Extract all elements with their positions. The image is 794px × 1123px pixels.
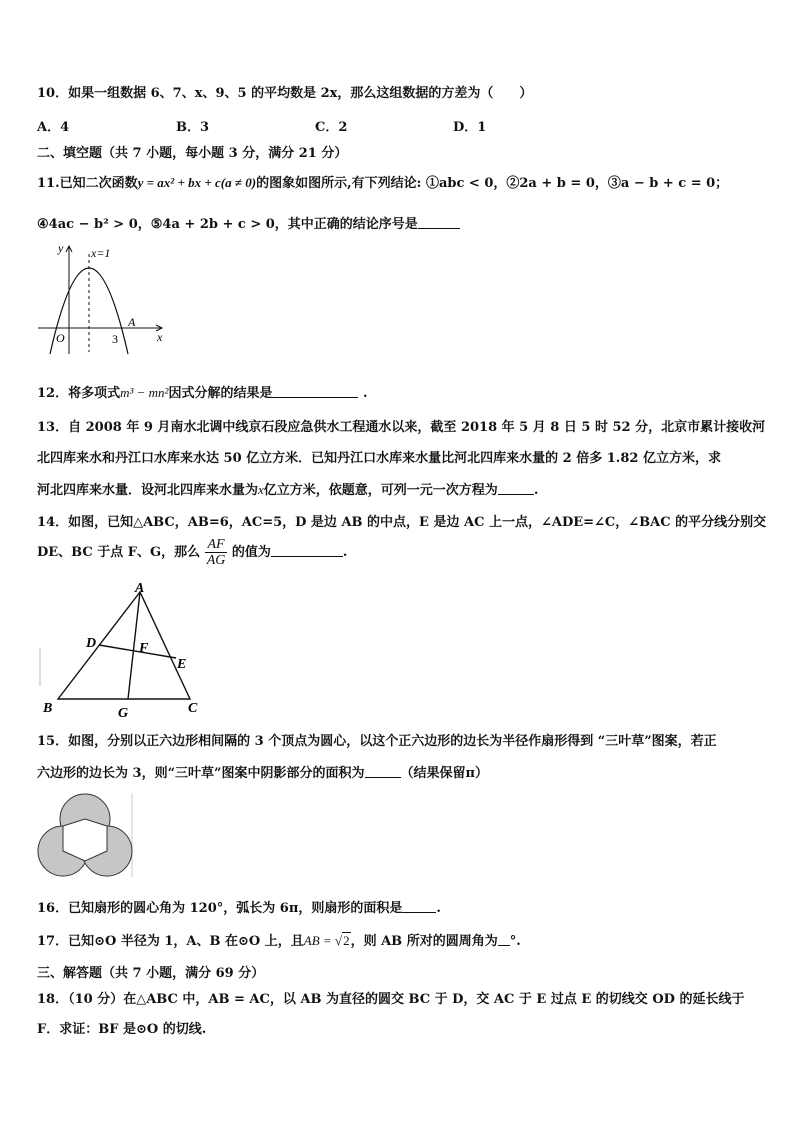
axis-equation-label: x=1 [91, 246, 111, 260]
section2-heading: 二、填空题（共 7 小题，每小题 3 分，满分 21 分） [37, 146, 348, 161]
q13-line2: 北四库来水和丹江口水库来水达 50 亿立方米．已知丹江口水库来水量比河北四库来水量的 2 倍多 1.82 亿立方米，求 [37, 451, 721, 466]
q17-answer-blank [498, 933, 510, 946]
q15-clover-figure [36, 791, 134, 879]
q17-sqrt: √2 [334, 933, 350, 948]
q10-text: 10．如果一组数据 6、7、x、9、5 的平均数是 2x，那么这组数据的方差为（ ） [37, 86, 533, 101]
point-e-label: E [177, 657, 187, 672]
q14-line2 [37, 537, 347, 568]
q17-line [37, 930, 521, 949]
q12-line [37, 382, 368, 401]
q12-expression: m³ − mn² [120, 385, 169, 400]
q16-text: 16．已知扇形的圆心角为 120°，弧长为 6π，则扇形的面积是 [37, 901, 403, 916]
q10-option-a: A．4 [37, 120, 70, 135]
q10-option-b: B．3 [176, 120, 210, 135]
q14-fraction-numerator: AF [205, 537, 228, 553]
q10-option-c: C．2 [315, 120, 348, 135]
vertex-c-label: C [188, 701, 198, 716]
q15-line2-b: （结果保留π） [400, 766, 489, 781]
point-a-label: A [128, 315, 136, 329]
q17-end: °. [509, 934, 521, 949]
q12-text: 12．将多项式 [37, 386, 121, 401]
q14-fraction [205, 537, 228, 568]
q11-mid: 的图象如图所示,有下列结论: [256, 176, 422, 191]
q16-line [37, 897, 441, 916]
point-f-label: F [139, 641, 149, 656]
q10-option-d: D．1 [453, 120, 487, 135]
y-label: y [58, 241, 64, 255]
point-d-label: D [86, 636, 97, 651]
q11-function: y = ax² + bx + c(a ≠ 0) [137, 175, 257, 190]
q13-line3-a: 河北四库来水量．设河北四库来水量为 [37, 483, 259, 498]
point-g-label: G [118, 706, 129, 720]
q11-parabola-figure [36, 240, 170, 358]
q13-line3 [37, 479, 538, 498]
q13-answer-blank [498, 482, 534, 495]
q15-answer-blank [365, 765, 401, 778]
q18-line2: F．求证：BF 是⊙O 的切线. [37, 1022, 207, 1037]
q11-line1 [37, 172, 728, 191]
q12-answer-blank [272, 385, 358, 398]
q14-answer-blank [271, 544, 343, 557]
q14-line1: 14．如图，已知△ABC，AB=6，AC=5，D 是边 AB 的中点，E 是边 AC 上一点，∠ADE=∠C，∠BAC 的平分线分别交 [37, 515, 767, 530]
q17-equals: = [319, 933, 335, 948]
origin-label: O [56, 331, 65, 345]
q17-text-b: ，则 AB 所对的圆周角为 [350, 934, 498, 949]
q14-triangle-figure [38, 578, 208, 720]
q12-end: . [362, 386, 368, 401]
q17-sqrt-radicand: 2 [343, 933, 350, 948]
q12-after: 因式分解的结果是 [168, 386, 273, 401]
q13-end: . [533, 483, 539, 498]
triangle-abc [58, 592, 190, 699]
q14-end: . [342, 545, 348, 560]
x-label: x [157, 330, 163, 344]
q15-line2-a: 六边形的边长为 3，则“三叶草”图案中阴影部分的面积为 [37, 766, 365, 781]
q13-line3-b: 亿立方米，依题意，可列一元一次方程为 [263, 483, 498, 498]
q16-end: . [436, 901, 441, 916]
q11-answer-blank [418, 216, 460, 229]
q14-fraction-denominator: AG [206, 553, 226, 568]
vertex-a-label: A [135, 581, 145, 596]
q11-line2 [37, 213, 460, 232]
q11-conclusions-2: ④4ac − b² > 0，⑤4a + 2b + c > 0，其中正确的结论序号是 [37, 217, 418, 232]
vertex-b-label: B [43, 701, 53, 716]
q14-line2-b: 的值为 [231, 545, 271, 560]
x-three-label: 3 [112, 332, 118, 346]
q13-line1: 13．自 2008 年 9 月南水北调中线京石段应急供水工程通水以来，截至 2018 年 5 月 8 日 5 时 52 分，北京市累计接收河 [37, 420, 766, 435]
q17-text-a: 17．已知⊙O 半径为 1，A、B 在⊙O 上，且 [37, 934, 304, 949]
q15-line2 [37, 762, 488, 781]
q15-line1: 15．如图，分别以正六边形相间隔的 3 个顶点为圆心，以这个正六边形的边长为半径作扇形得到 “三叶草”图案，若正 [37, 734, 717, 749]
q11-prefix: 11.已知二次函数 [37, 176, 138, 191]
q18-line1: 18．（10 分）在△ABC 中，AB = AC，以 AB 为直径的圆交 BC 于 D，交 AC 于 E 过点 E 的切线交 OD 的延长线于 [37, 992, 745, 1007]
section3-heading: 三、解答题（共 7 小题，满分 69 分） [37, 966, 265, 981]
q17-ab: AB [303, 933, 320, 948]
q14-line2-a: DE、BC 于点 F、G，那么 [37, 545, 201, 560]
q13-variable: x [258, 482, 264, 497]
q11-conclusions-1: ①abc < 0，②2a + b = 0，③a − b + c = 0； [425, 176, 729, 191]
q16-answer-blank [402, 900, 436, 913]
segment-de [99, 645, 176, 658]
